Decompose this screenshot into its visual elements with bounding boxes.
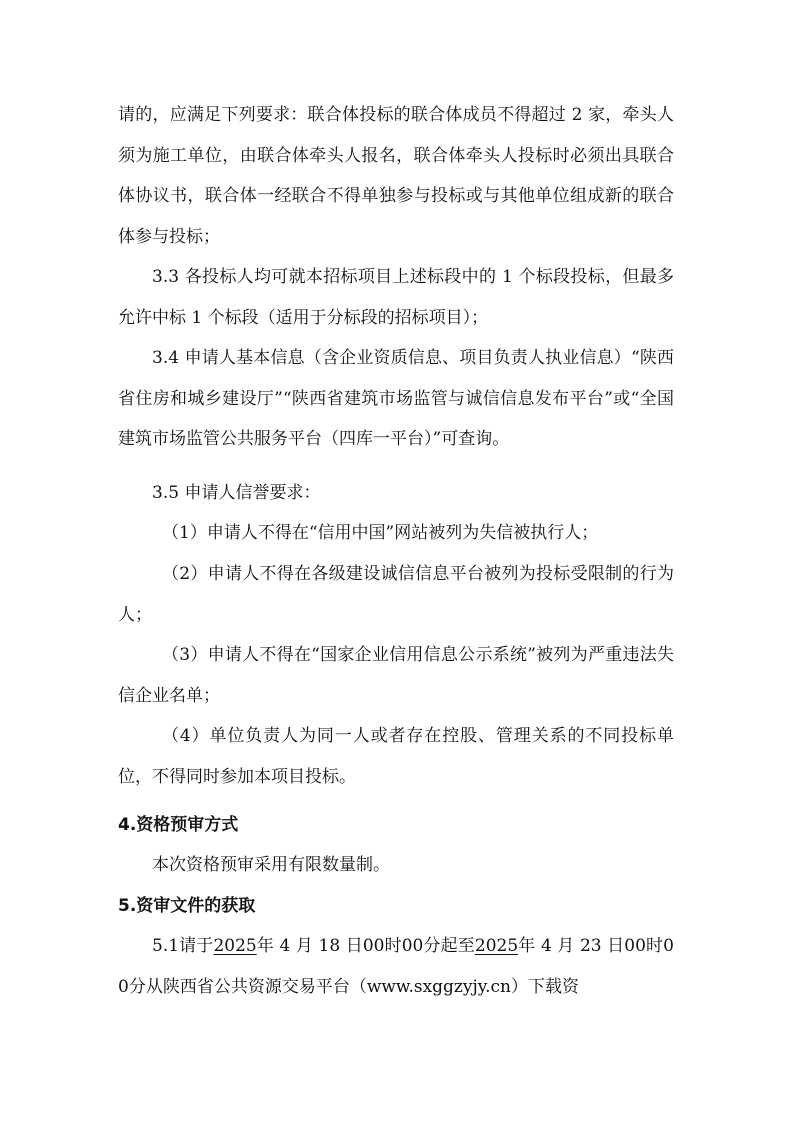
paragraph-5-1 <box>118 926 674 1007</box>
end-year: 2025 <box>474 936 519 956</box>
paragraph-credit-item-1: （1）申请人不得在“信用中国”网站被列为失信被执行人； <box>162 523 599 543</box>
section-5-heading: 5.资审文件的获取 <box>118 896 256 916</box>
paragraph-5-1-prefix: 5.1请于 <box>152 936 214 956</box>
paragraph-3-5: 3.5 申请人信誉要求： <box>152 483 321 503</box>
section-4-heading: 4.资格预审方式 <box>118 815 239 835</box>
paragraph-joint-bid-requirements: 请的，应满足下列要求：联合体投标的联合体成员不得超过 2 家，牵头人须为施工单位，由联合体牵头人报名，联合体牵头人投标时必须出具联合体协议书，联合体一经联合不得单独参与投标或与其他单位组成新的联合体参与投标； <box>118 105 674 247</box>
paragraph-5-1-middle: 年 4 月 18 日00时00分起至 <box>256 936 475 956</box>
paragraph-credit-item-4: （4）单位负责人为同一人或者存在控股、管理关系的不同投标单位，不得同时参加本项目投标。 <box>118 726 674 787</box>
section-4-body: 本次资格预审采用有限数量制。 <box>152 855 390 875</box>
paragraph-5-1-rest: 年 4 月 23 日00时00分从陕西省公共资源交易平台（www.sxggzyjy.cn）下载资 <box>118 936 674 997</box>
paragraph-credit-item-3: （3）申请人不得在“国家企业信用信息公示系统”被列为严重违法失信企业名单； <box>118 645 674 706</box>
paragraph-3-3: 3.3 各投标人均可就本招标项目上述标段中的 1 个标段投标，但最多允许中标 1 个标段（适用于分标段的招标项目）； <box>118 267 674 328</box>
start-year: 2025 <box>213 936 257 956</box>
paragraph-3-4: 3.4 申请人基本信息（含企业资质信息、项目负责人执业信息）“陕西省住房和城乡建设厅”“陕西省建筑市场监管与诚信信息发布平台”或“全国建筑市场监管公共服务平台（四库一平台）”可查询。 <box>118 348 674 449</box>
paragraph-credit-item-2: （2）申请人不得在各级建设诚信信息平台被列为投标受限制的行为人； <box>118 564 674 625</box>
